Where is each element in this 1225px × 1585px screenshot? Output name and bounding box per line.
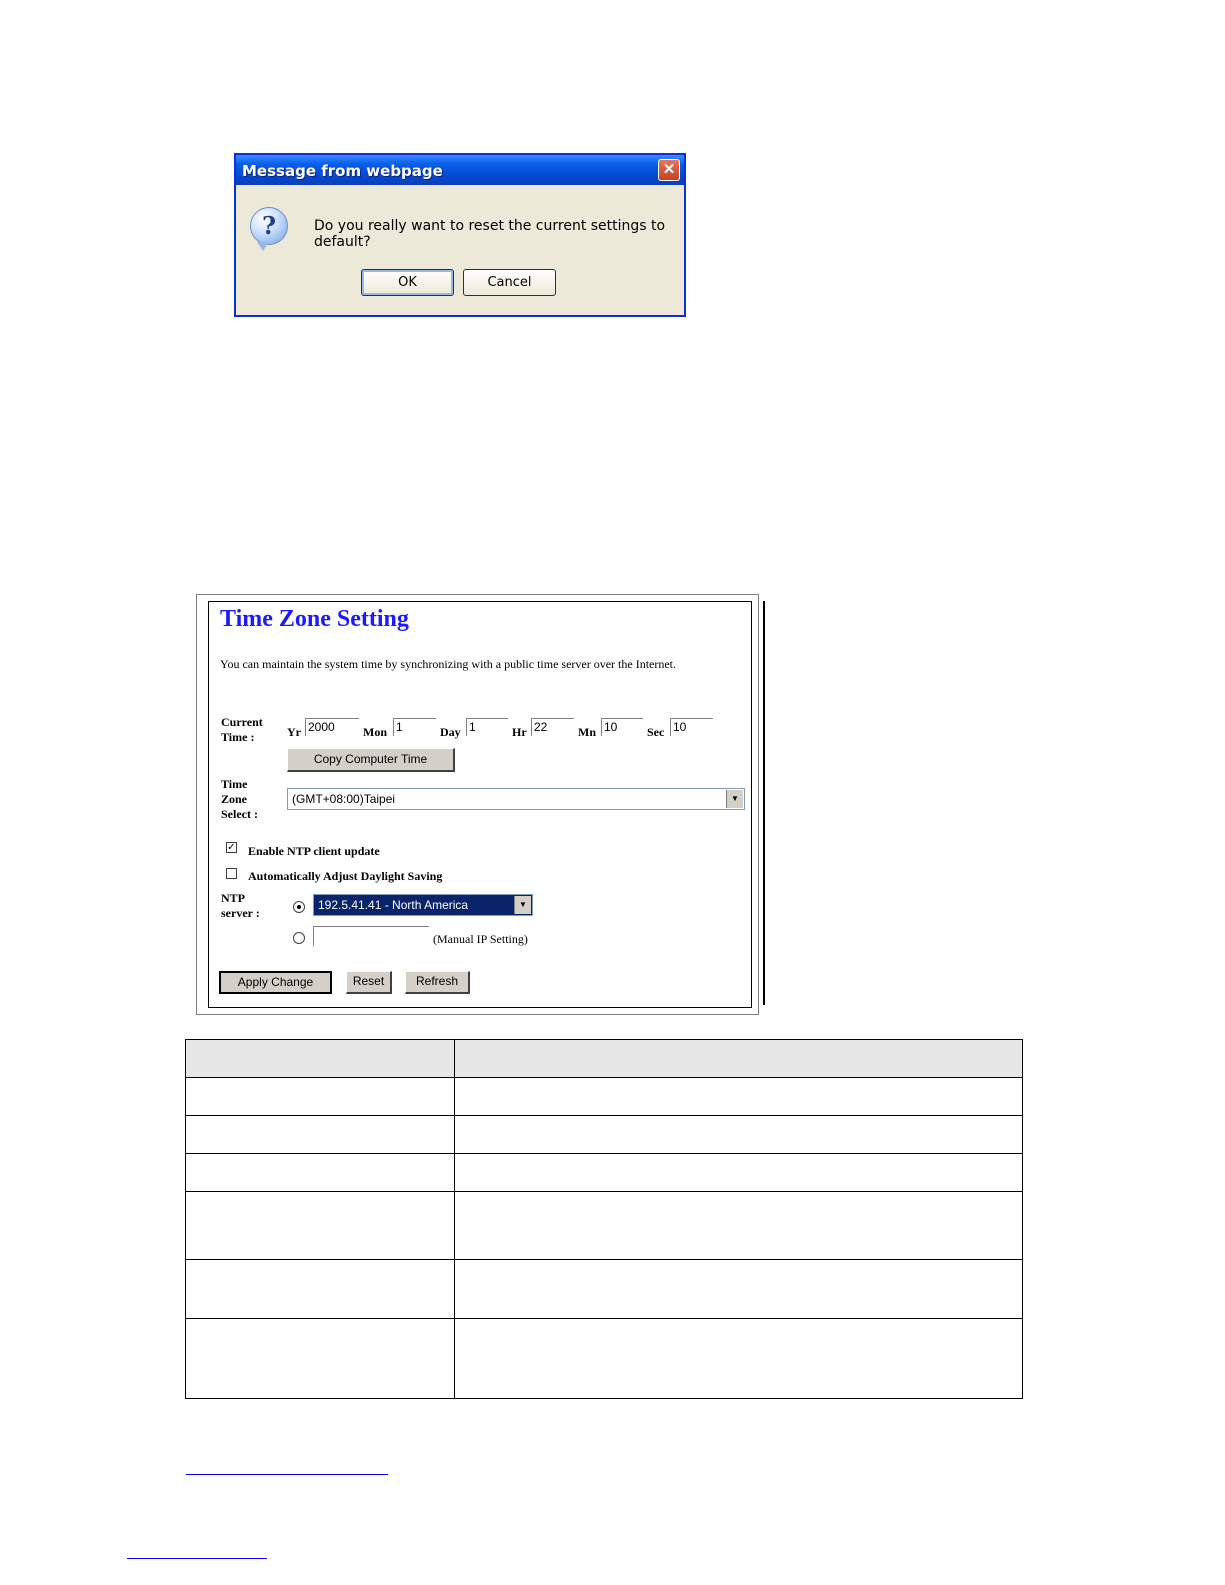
time-zone-select-label: Time Zone Select : (221, 777, 258, 821)
copy-computer-time-button[interactable]: Copy Computer Time (287, 748, 455, 772)
reset-button[interactable]: Reset (346, 971, 392, 994)
minute-input[interactable]: 10 (601, 718, 643, 736)
ntp-server-label: NTP server : (221, 891, 260, 920)
message-dialog (234, 153, 686, 317)
table-row (186, 1154, 1023, 1192)
year-input[interactable]: 2000 (305, 718, 359, 736)
ntp-server-select[interactable] (313, 894, 533, 916)
footnote-link-underline[interactable] (186, 1474, 388, 1475)
dialog-message: Do you really want to reset the current settings to default? (314, 218, 666, 250)
settings-table (185, 1039, 1023, 1399)
manual-ip-input[interactable] (313, 926, 429, 946)
cancel-button[interactable]: Cancel (463, 269, 556, 296)
page-title: Time Zone Setting (220, 606, 409, 632)
daylight-saving-label: Automatically Adjust Daylight Saving (248, 869, 443, 883)
time-zone-panel (208, 601, 752, 1008)
ok-button[interactable]: OK (361, 269, 454, 296)
mn-label: Mn (578, 725, 596, 739)
ntp-server-value: 192.5.41.41 - North America (318, 898, 469, 912)
page-description: You can maintain the system time by synchronizing with a public time server over the Internet. (220, 657, 677, 671)
dialog-title: Message from webpage (242, 162, 443, 180)
time-zone-value: (GMT+08:00)Taipei (292, 792, 396, 806)
month-input[interactable]: 1 (393, 718, 436, 736)
time-zone-select[interactable] (287, 788, 745, 810)
table-row (186, 1078, 1023, 1116)
table-row (186, 1260, 1023, 1319)
ntp-manual-radio[interactable] (293, 932, 305, 944)
chevron-down-icon[interactable]: ▼ (726, 790, 743, 808)
question-icon: ? (250, 207, 288, 245)
table-row (186, 1116, 1023, 1154)
enable-ntp-label: Enable NTP client update (248, 844, 380, 858)
chevron-down-icon[interactable]: ▼ (514, 896, 531, 914)
ntp-preset-radio[interactable] (293, 901, 305, 913)
day-input[interactable]: 1 (466, 718, 508, 736)
mon-label: Mon (363, 725, 387, 739)
table-row (186, 1192, 1023, 1260)
hr-label: Hr (512, 725, 527, 739)
dialog-titlebar[interactable] (236, 155, 684, 185)
enable-ntp-checkbox[interactable]: ✓ (227, 842, 236, 853)
close-icon[interactable]: ✕ (658, 159, 680, 181)
yr-label: Yr (287, 725, 301, 739)
sec-label: Sec (647, 725, 665, 739)
table-header-row (186, 1040, 1023, 1078)
hour-input[interactable]: 22 (531, 718, 574, 736)
footer-link-underline[interactable] (127, 1558, 267, 1559)
apply-change-button[interactable]: Apply Change (219, 971, 332, 994)
table-row (186, 1319, 1023, 1399)
manual-ip-note: (Manual IP Setting) (433, 932, 528, 946)
current-time-label: Current Time : (221, 715, 263, 744)
second-input[interactable]: 10 (670, 718, 713, 736)
refresh-button[interactable]: Refresh (405, 971, 470, 994)
panel-divider (763, 601, 765, 1005)
daylight-saving-checkbox[interactable] (226, 868, 237, 879)
day-label: Day (440, 725, 461, 739)
